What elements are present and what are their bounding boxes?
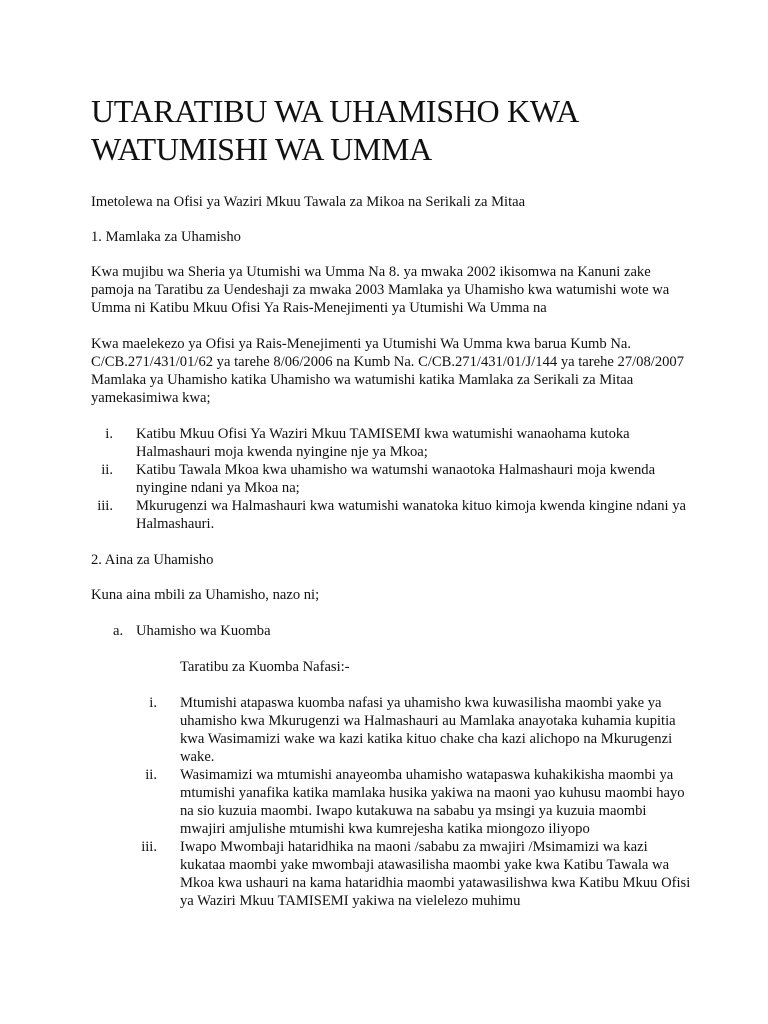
document-title: UTARATIBU WA UHAMISHO KWA WATUMISHI WA UMMA (91, 93, 578, 167)
list-item-number: ii. (145, 767, 157, 783)
document-page (91, 92, 691, 910)
transfer-type-item (91, 622, 691, 640)
list-item (91, 461, 691, 497)
list-item (91, 766, 691, 838)
list-item-number: iii. (141, 839, 157, 855)
procedure-subheading: Taratibu za Kuomba Nafasi:- (180, 659, 350, 675)
list-item-text: Mtumishi atapaswa kuomba nafasi ya uhamisho kwa kuwasilisha maombi yake ya uhamisho kwa Mkurugenzi wa Halmashauri au Mamlaka anayotaka kuhamia kupitia kwa Wasimamizi wake wa kazi katika kituo chake cha kazi alichopo na Mkurugenzi wake. (180, 695, 676, 765)
list-item-number: i. (149, 695, 157, 711)
list-item (91, 497, 691, 533)
list-item-text: Mkurugenzi wa Halmashauri kwa watumishi wanatoka kituo kimoja kwenda kingine ndani ya Halmashauri. (136, 498, 686, 532)
list-item-text: Wasimamizi wa mtumishi anayeomba uhamisho watapaswa kuhakikisha maombi ya mtumishi yanafika katika mamlaka husika yakiwa na maoni yao kuhusu maombi hayo na sio kuzuia maombi. Iwapo kutakuwa na sababu ya msingi ya kuzuia maombi mwajiri amjulishe mtumishi kwa kumrejesha katika miongozo iliyopo (180, 767, 685, 837)
section-2-heading: 2. Aina za Uhamisho (91, 552, 214, 568)
list-item-letter: a. (113, 623, 124, 639)
list-item-text: Uhamisho wa Kuomba (136, 623, 271, 639)
list-item (91, 694, 691, 766)
procedure-list (91, 694, 691, 910)
list-item (91, 838, 691, 910)
section-1-paragraph-1: Kwa mujibu wa Sheria ya Utumishi wa Umma Na 8. ya mwaka 2002 ikisomwa na Kanuni zake pamoja na Taratibu za Uendeshaji za mwaka 2003 Mamlaka ya Uhamisho kwa watumishi wote wa Umma ni Katibu Mkuu Ofisi Ya Rais-Menejimenti ya Utumishi Wa Umma na (91, 264, 670, 316)
section-2-intro: Kuna aina mbili za Uhamisho, nazo ni; (91, 587, 320, 603)
section-1-heading: 1. Mamlaka za Uhamisho (91, 229, 241, 245)
list-item-text: Katibu Tawala Mkoa kwa uhamisho wa watumshi wanaotoka Halmashauri moja kwenda nyingine ndani ya Mkoa na; (136, 462, 656, 496)
list-item-number: iii. (97, 498, 113, 514)
section-1-paragraph-2: Kwa maelekezo ya Ofisi ya Rais-Menejimenti ya Utumishi Wa Umma kwa barua Kumb Na. C/CB.271/431/01/62 ya tarehe 8/06/2006 na Kumb Na. C/CB.271/431/01/J/144 ya tarehe 27/08/2007 Mamlaka ya Uhamisho katika Uhamisho wa watumishi katika Mamlaka za Serikali za Mitaa yamekasimiwa kwa; (91, 336, 685, 406)
list-item-number: i. (105, 426, 113, 442)
authority-list (91, 425, 691, 533)
list-item-text: Iwapo Mwombaji hataridhika na maoni /sababu za mwajiri /Msimamizi wa kazi kukataa maombi yake mwombaji atawasilisha maombi yake kwa Katibu Tawala wa Mkoa kwa ushauri na kama hataridhia maombi yatawasilishwa kwa Katibu Mkuu Ofisi ya Waziri Mkuu TAMISEMI yakiwa na vielelezo muhimu (180, 839, 691, 909)
list-item (91, 425, 691, 461)
title-block (91, 92, 691, 176)
list-item-text: Katibu Mkuu Ofisi Ya Waziri Mkuu TAMISEMI kwa watumishi wanaohama kutoka Halmashauri moja kwenda nyingine nje ya Mkoa; (136, 426, 630, 460)
list-item-number: ii. (101, 462, 113, 478)
document-subtitle: Imetolewa na Ofisi ya Waziri Mkuu Tawala za Mikoa na Serikali za Mitaa (91, 194, 526, 210)
